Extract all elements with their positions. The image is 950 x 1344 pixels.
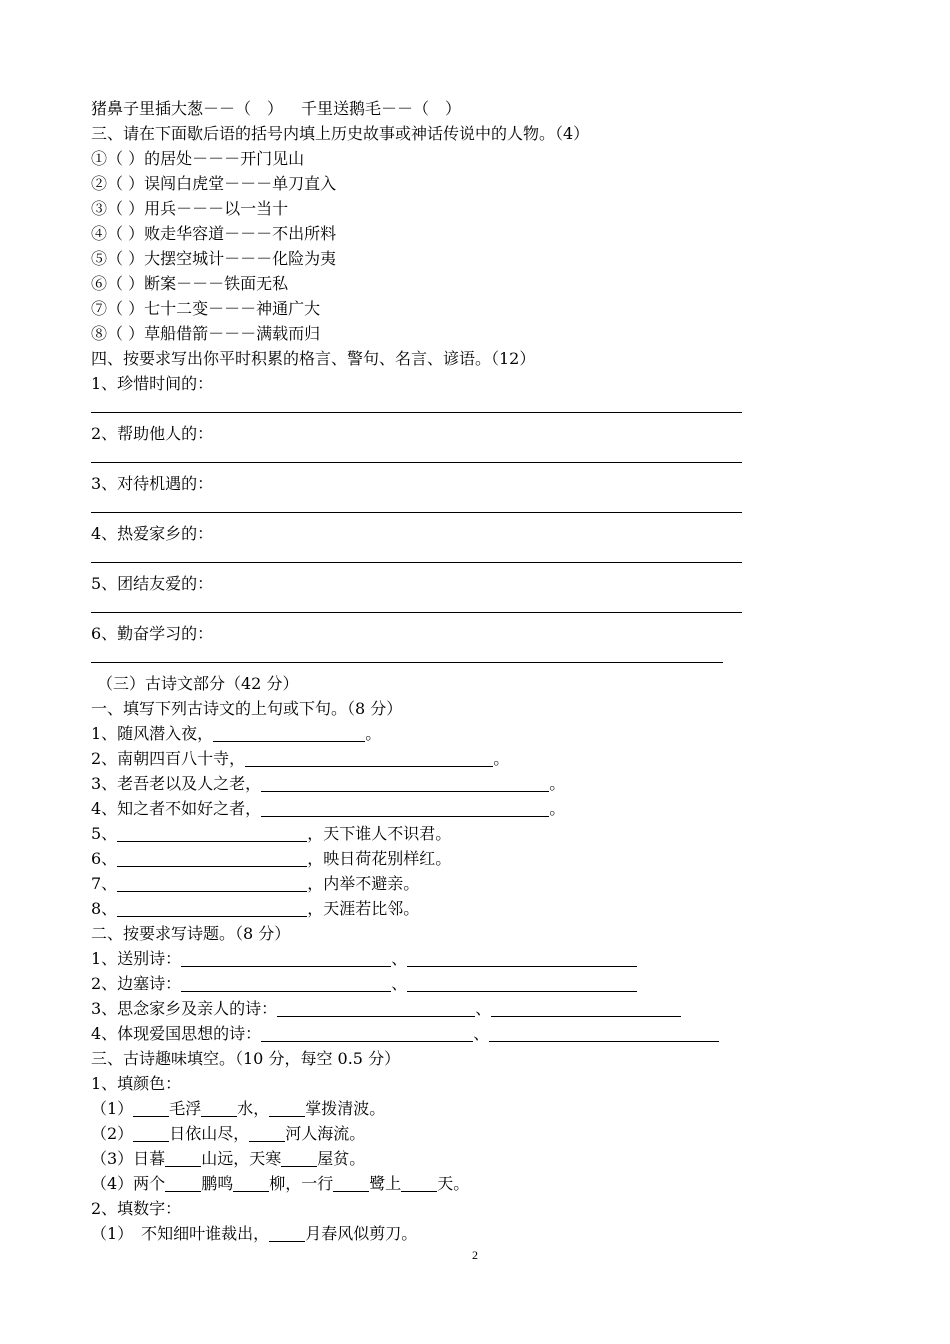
fill-blank[interactable] [117,900,307,917]
list-item: ⑧（ ）草船借箭－－－满载而归 [91,324,321,343]
fill-blank[interactable] [269,1225,305,1242]
fill-blank[interactable] [407,975,637,992]
list-item: （3）日暮 山远，天寒 屋贫。 [91,1149,366,1168]
part-3-heading: （三）古诗文部分（42 分） [97,674,299,693]
section-3-heading: 三、请在下面歇后语的括号内填上历史故事或神话传说中的人物。（4） [91,124,590,143]
list-item: ④（ ）败走华容道－－－不出所料 [91,224,337,243]
proverb-1: 猪鼻子里插大葱－－（ ） [91,99,284,118]
proverb-line [91,96,791,121]
fill-blank[interactable] [249,1125,285,1142]
fill-blank[interactable] [333,1175,369,1192]
fill-blank[interactable] [281,1150,317,1167]
list-item: （4）两个 鹏鸣 柳，一行 鹭上 天。 [91,1174,470,1193]
list-item: 6、 ，映日荷花别样红。 [91,849,452,868]
list-item: ⑥（ ）断案－－－铁面无私 [91,274,289,293]
list-item: ②（ ）误闯白虎堂－－－单刀直入 [91,174,337,193]
list-item: 2、边塞诗： 、 [91,971,791,996]
list-item: 2、南朝四百八十寺， 。 [91,749,510,768]
fill-blank[interactable] [117,850,307,867]
list-item: 2、帮助他人的： [91,424,214,443]
list-item: 7、 ，内举不避亲。 [91,874,420,893]
list-item: ⑦（ ）七十二变－－－神通广大 [91,299,321,318]
fill-blank[interactable] [117,825,307,842]
list-item: 8、 ，天涯若比邻。 [91,899,420,918]
page-number: 2 [472,1248,478,1262]
list-item: 4、热爱家乡的： [91,524,214,543]
fill-blank[interactable] [245,750,493,767]
subheading: 2、填数字： [91,1199,182,1218]
list-item: 5、 ，天下谁人不识君。 [91,824,452,843]
list-item: ⑤（ ）大摆空城计－－－化险为夷 [91,249,337,268]
question-3-heading: 三、古诗趣味填空。（10 分，每空 0.5 分） [91,1049,401,1068]
fill-blank[interactable] [201,1100,237,1117]
question-2-heading: 二、按要求写诗题。（8 分） [91,924,291,943]
fill-blank[interactable] [181,950,391,967]
answer-line[interactable] [91,496,791,521]
list-item: 4、体现爱国思想的诗： 、 [91,1021,791,1046]
subheading: 1、填颜色： [91,1074,182,1093]
list-item: ①（ ）的居处－－－开门见山 [91,149,305,168]
fill-blank[interactable] [181,975,391,992]
answer-line[interactable] [91,646,791,671]
list-item: 5、团结友爱的： [91,574,214,593]
list-item: 3、对待机遇的： [91,474,214,493]
list-item: 1、随风潜入夜， 。 [91,724,382,743]
fill-blank[interactable] [133,1125,169,1142]
fill-blank[interactable] [277,1000,475,1017]
answer-line[interactable] [91,396,791,421]
answer-line[interactable] [91,446,791,471]
list-item: （1） 不知细叶谁裁出， 月春风似剪刀。 [91,1224,418,1243]
fill-blank[interactable] [407,950,637,967]
fill-blank[interactable] [165,1175,201,1192]
fill-blank[interactable] [261,800,549,817]
fill-blank[interactable] [401,1175,437,1192]
list-item: （2） 日依山尽， 河人海流。 [91,1124,366,1143]
fill-blank[interactable] [233,1175,269,1192]
list-item: 1、珍惜时间的： [91,374,214,393]
list-item: 1、送别诗： 、 [91,946,791,971]
list-item: （1） 毛浮 水， 掌拨清波。 [91,1099,386,1118]
list-item: 4、知之者不如好之者， 。 [91,799,566,818]
fill-blank[interactable] [269,1100,305,1117]
fill-blank[interactable] [133,1100,169,1117]
question-1-heading: 一、填写下列古诗文的上句或下句。（8 分） [91,699,403,718]
fill-blank[interactable] [261,1025,473,1042]
list-item: 6、勤奋学习的： [91,624,214,643]
section-4-heading: 四、按要求写出你平时积累的格言、警句、名言、谚语。（12） [91,349,536,368]
list-item: 3、思念家乡及亲人的诗： 、 [91,996,791,1021]
fill-blank[interactable] [261,775,549,792]
proverb-2: 千里送鹅毛－－（ ） [301,99,462,118]
fill-blank[interactable] [165,1150,201,1167]
list-item: 3、老吾老以及人之老， 。 [91,774,566,793]
fill-blank[interactable] [117,875,307,892]
answer-line[interactable] [91,596,791,621]
fill-blank[interactable] [213,725,365,742]
fill-blank[interactable] [489,1025,719,1042]
worksheet-page [91,96,791,1246]
list-item: ③（ ）用兵－－－以一当十 [91,199,289,218]
answer-line[interactable] [91,546,791,571]
fill-blank[interactable] [491,1000,681,1017]
